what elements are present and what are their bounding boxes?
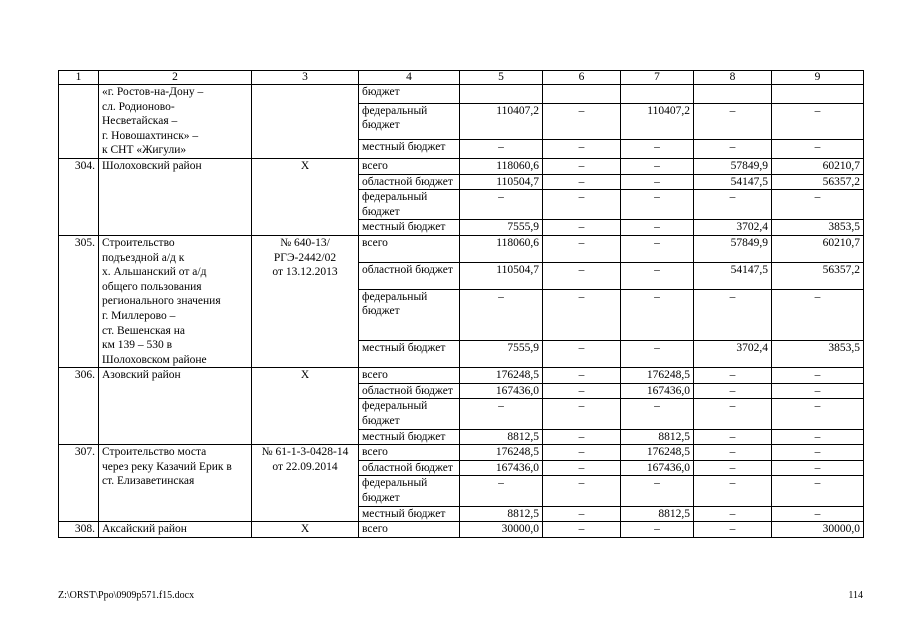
value-cell: – (694, 506, 772, 522)
value-cell: – (694, 190, 772, 220)
value-cell: – (621, 341, 694, 368)
row-number-text: 308. (74, 523, 95, 536)
value-cell: – (543, 341, 621, 368)
budget-type: местный бюджет (359, 220, 460, 236)
value-cell: 167436,0 (621, 383, 694, 399)
object-name (99, 235, 252, 367)
row-number-text: 305. (74, 236, 95, 249)
value-cell: 118060,6 (460, 235, 543, 262)
header-cell: 8 (694, 71, 772, 85)
value-cell: – (543, 383, 621, 399)
header-cell: 5 (460, 71, 543, 85)
object-name (99, 85, 252, 159)
object-name-text: Строительство моста через реку Казачий Ерик в ст. Елизаветинская (102, 446, 232, 488)
table-row (59, 85, 864, 104)
value-cell: – (460, 289, 543, 341)
value-cell: 54147,5 (694, 262, 772, 289)
value-cell: – (694, 289, 772, 341)
value-cell: – (694, 140, 772, 159)
object-name (99, 158, 252, 235)
header-cell: 1 (59, 71, 99, 85)
value-cell (543, 85, 621, 104)
value-cell: 118060,6 (460, 158, 543, 174)
value-cell: 176248,5 (621, 445, 694, 461)
budget-type: всего (359, 158, 460, 174)
value-cell: – (694, 429, 772, 445)
value-cell: – (694, 383, 772, 399)
budget-type: местный бюджет (359, 506, 460, 522)
value-cell: – (460, 190, 543, 220)
value-cell: 8812,5 (460, 506, 543, 522)
value-cell: – (621, 289, 694, 341)
value-cell: – (543, 235, 621, 262)
value-cell: 167436,0 (460, 383, 543, 399)
value-cell (694, 85, 772, 104)
header-row (59, 71, 864, 85)
value-cell: – (772, 460, 864, 476)
row-number-text: 307. (74, 446, 95, 459)
object-name-text: Азовский район (102, 369, 181, 382)
row-number-text: 304. (74, 159, 95, 172)
value-cell: – (543, 103, 621, 139)
row-number (59, 235, 99, 367)
header-cell: 9 (772, 71, 864, 85)
value-cell: – (460, 476, 543, 506)
row-number (59, 158, 99, 235)
budget-type: местный бюджет (359, 140, 460, 159)
object-name (99, 368, 252, 445)
header-cell: 4 (359, 71, 460, 85)
header-cell: 2 (99, 71, 252, 85)
value-cell: – (772, 399, 864, 429)
value-cell: – (772, 445, 864, 461)
object-name-text: Строительство подъездной а/д к х. Альшанский от а/д общего пользования регионального значения г. Миллерово – ст. Вешенская на км 139 – 530 в Шолоховском районе (102, 236, 221, 366)
budget-type: областной бюджет (359, 460, 460, 476)
value-cell: – (694, 103, 772, 139)
value-cell (621, 85, 694, 104)
object-name-text: «г. Ростов-на-Дону – сл. Родионово- Несветайская – г. Новошахтинск» – к СНТ «Жигули» (102, 86, 204, 157)
value-cell: – (772, 103, 864, 139)
value-cell: – (621, 174, 694, 190)
value-cell: 176248,5 (460, 368, 543, 384)
value-cell: – (621, 262, 694, 289)
value-cell: 3702,4 (694, 220, 772, 236)
value-cell: 7555,9 (460, 220, 543, 236)
value-cell: – (621, 476, 694, 506)
value-cell: – (772, 429, 864, 445)
row-number (59, 522, 99, 538)
value-cell: – (543, 506, 621, 522)
value-cell: – (772, 383, 864, 399)
value-cell: – (772, 506, 864, 522)
page-number: 114 (848, 590, 863, 601)
value-cell: – (543, 476, 621, 506)
value-cell: – (694, 460, 772, 476)
value-cell: 3853,5 (772, 341, 864, 368)
budget-type: федеральный бюджет (359, 399, 460, 429)
value-cell: – (694, 445, 772, 461)
value-cell: – (694, 368, 772, 384)
value-cell: – (621, 235, 694, 262)
value-cell: – (772, 140, 864, 159)
value-cell: – (772, 476, 864, 506)
value-cell: 110407,2 (460, 103, 543, 139)
value-cell: – (694, 522, 772, 538)
value-cell: 110504,7 (460, 174, 543, 190)
value-cell: 56357,2 (772, 174, 864, 190)
value-cell: 176248,5 (460, 445, 543, 461)
value-cell: – (543, 174, 621, 190)
value-cell: 8812,5 (621, 506, 694, 522)
document-ref-text: № 640-13/ РГЭ-2442/02 от 13.12.2013 (272, 236, 338, 279)
budget-type: федеральный бюджет (359, 190, 460, 220)
budget-type: всего (359, 368, 460, 384)
value-cell: 3702,4 (694, 341, 772, 368)
row-number (59, 85, 99, 159)
value-cell: – (621, 140, 694, 159)
value-cell: 3853,5 (772, 220, 864, 236)
value-cell: 167436,0 (621, 460, 694, 476)
document-ref-text: Х (300, 369, 310, 382)
value-cell: 56357,2 (772, 262, 864, 289)
document-ref-text: Х (300, 159, 310, 172)
value-cell: – (694, 399, 772, 429)
value-cell: 110407,2 (621, 103, 694, 139)
value-cell: – (772, 368, 864, 384)
document-ref (252, 158, 359, 235)
value-cell: 7555,9 (460, 341, 543, 368)
document-ref-text: № 61-1-3-0428-14 от 22.09.2014 (261, 446, 349, 473)
budget-type: бюджет (359, 85, 460, 104)
value-cell: – (621, 220, 694, 236)
value-cell: 167436,0 (460, 460, 543, 476)
value-cell: – (543, 460, 621, 476)
budget-type: местный бюджет (359, 429, 460, 445)
value-cell: – (772, 190, 864, 220)
value-cell (772, 85, 864, 104)
budget-type: областной бюджет (359, 383, 460, 399)
row-number (59, 368, 99, 445)
value-cell: – (543, 399, 621, 429)
header-cell: 6 (543, 71, 621, 85)
value-cell: – (543, 445, 621, 461)
budget-type: всего (359, 235, 460, 262)
value-cell: – (543, 220, 621, 236)
row-number (59, 445, 99, 522)
value-cell: – (543, 289, 621, 341)
header-cell: 7 (621, 71, 694, 85)
file-path: Z:\ORST\Ppo\0909p571.f15.docx (58, 590, 195, 601)
value-cell: – (543, 158, 621, 174)
value-cell: – (460, 399, 543, 429)
object-name (99, 445, 252, 522)
value-cell: – (621, 158, 694, 174)
document-ref-text: Х (300, 523, 310, 536)
value-cell: 8812,5 (460, 429, 543, 445)
value-cell (460, 85, 543, 104)
document-ref (252, 445, 359, 522)
value-cell: – (772, 289, 864, 341)
budget-type: областной бюджет (359, 174, 460, 190)
budget-type: федеральный бюджет (359, 289, 460, 341)
value-cell: 60210,7 (772, 158, 864, 174)
value-cell: 57849,9 (694, 158, 772, 174)
value-cell: 110504,7 (460, 262, 543, 289)
table-row (59, 235, 864, 262)
value-cell: 8812,5 (621, 429, 694, 445)
document-ref (252, 522, 359, 538)
value-cell: 30000,0 (460, 522, 543, 538)
value-cell: – (543, 429, 621, 445)
object-name-text: Аксайский район (102, 523, 187, 536)
table-row (59, 522, 864, 538)
table-row (59, 158, 864, 174)
object-name-text: Шолоховский район (102, 159, 202, 172)
value-cell: – (543, 140, 621, 159)
value-cell: – (543, 190, 621, 220)
header-cell: 3 (252, 71, 359, 85)
object-name (99, 522, 252, 538)
value-cell: – (621, 399, 694, 429)
value-cell: – (621, 522, 694, 538)
value-cell: – (460, 140, 543, 159)
value-cell: 60210,7 (772, 235, 864, 262)
value-cell: – (543, 262, 621, 289)
budget-table (58, 70, 864, 538)
value-cell: – (621, 190, 694, 220)
budget-type: федеральный бюджет (359, 476, 460, 506)
budget-type: всего (359, 522, 460, 538)
document-ref (252, 85, 359, 159)
budget-type: федеральный бюджет (359, 103, 460, 139)
table-body (59, 85, 864, 538)
budget-type: областной бюджет (359, 262, 460, 289)
budget-type: всего (359, 445, 460, 461)
value-cell: – (543, 522, 621, 538)
value-cell: 54147,5 (694, 174, 772, 190)
document-ref (252, 368, 359, 445)
value-cell: 57849,9 (694, 235, 772, 262)
row-number-text: 306. (74, 369, 95, 382)
document-ref (252, 235, 359, 367)
table-row (59, 445, 864, 461)
budget-type: местный бюджет (359, 341, 460, 368)
value-cell: 30000,0 (772, 522, 864, 538)
table-row (59, 368, 864, 384)
value-cell: – (543, 368, 621, 384)
value-cell: 176248,5 (621, 368, 694, 384)
value-cell: – (694, 476, 772, 506)
